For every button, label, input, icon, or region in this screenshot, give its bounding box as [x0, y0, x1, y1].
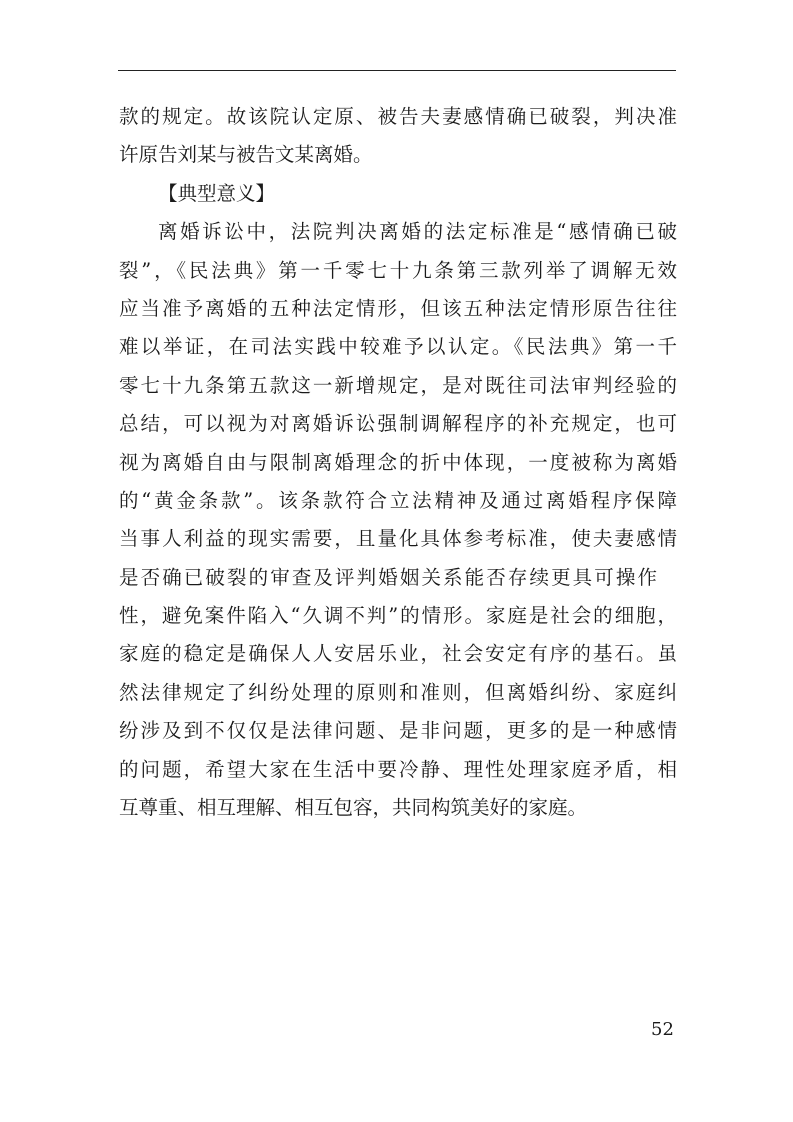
text-line: 许原告刘某与被告文某离婚。 [119, 143, 373, 167]
text-line: 当事人利益的现实需要，且量化具体参考标准，使夫妻感情 [119, 527, 677, 551]
text-line: 视为离婚自由与限制离婚理念的折中体现，一度被称为离婚 [119, 450, 677, 474]
text-line: 的问题，希望大家在生活中要冷静、理性处理家庭矛盾，相 [119, 757, 677, 781]
text-line: 互尊重、相互理解、相互包容，共同构筑美好的家庭。 [119, 796, 588, 820]
text-line: 总结，可以视为对离婚诉讼强制调解程序的补充规定，也可 [119, 412, 677, 436]
text-line: 性，避免案件陷入“久调不判”的情形。家庭是社会的细胞， [119, 604, 677, 628]
text-line: 的“黄金条款”。该条款符合立法精神及通过离婚程序保障 [119, 488, 677, 512]
text-line: 纷涉及到不仅仅是法律问题、是非问题，更多的是一种感情 [119, 719, 677, 743]
text-line: 是否确已破裂的审查及评判婚姻关系能否存续更具可操作 [119, 565, 657, 589]
text-line: 款的规定。故该院认定原、被告夫妻感情确已破裂，判决准 [119, 105, 677, 128]
text-line: 离婚诉讼中，法院判决离婚的法定标准是“感情确已破 [158, 220, 677, 244]
section-heading: 【典型意义】 [158, 181, 276, 205]
header-rule [118, 70, 676, 71]
body-text [119, 98, 677, 827]
text-line: 零七十九条第五款这一新增规定，是对既往司法审判经验的 [119, 373, 677, 397]
text-line: 裂”，《民法典》第一千零七十九条第三款列举了调解无效 [119, 258, 677, 282]
page-number: 52 [651, 1019, 674, 1040]
text-line: 难以举证，在司法实践中较难予以认定。《民法典》第一千 [119, 335, 677, 359]
text-line: 家庭的稳定是确保人人安居乐业，社会安定有序的基石。虽 [119, 642, 677, 666]
text-line: 应当准予离婚的五种法定情形，但该五种法定情形原告往往 [119, 296, 677, 320]
text-line: 然法律规定了纠纷处理的原则和准则，但离婚纠纷、家庭纠 [119, 680, 677, 704]
